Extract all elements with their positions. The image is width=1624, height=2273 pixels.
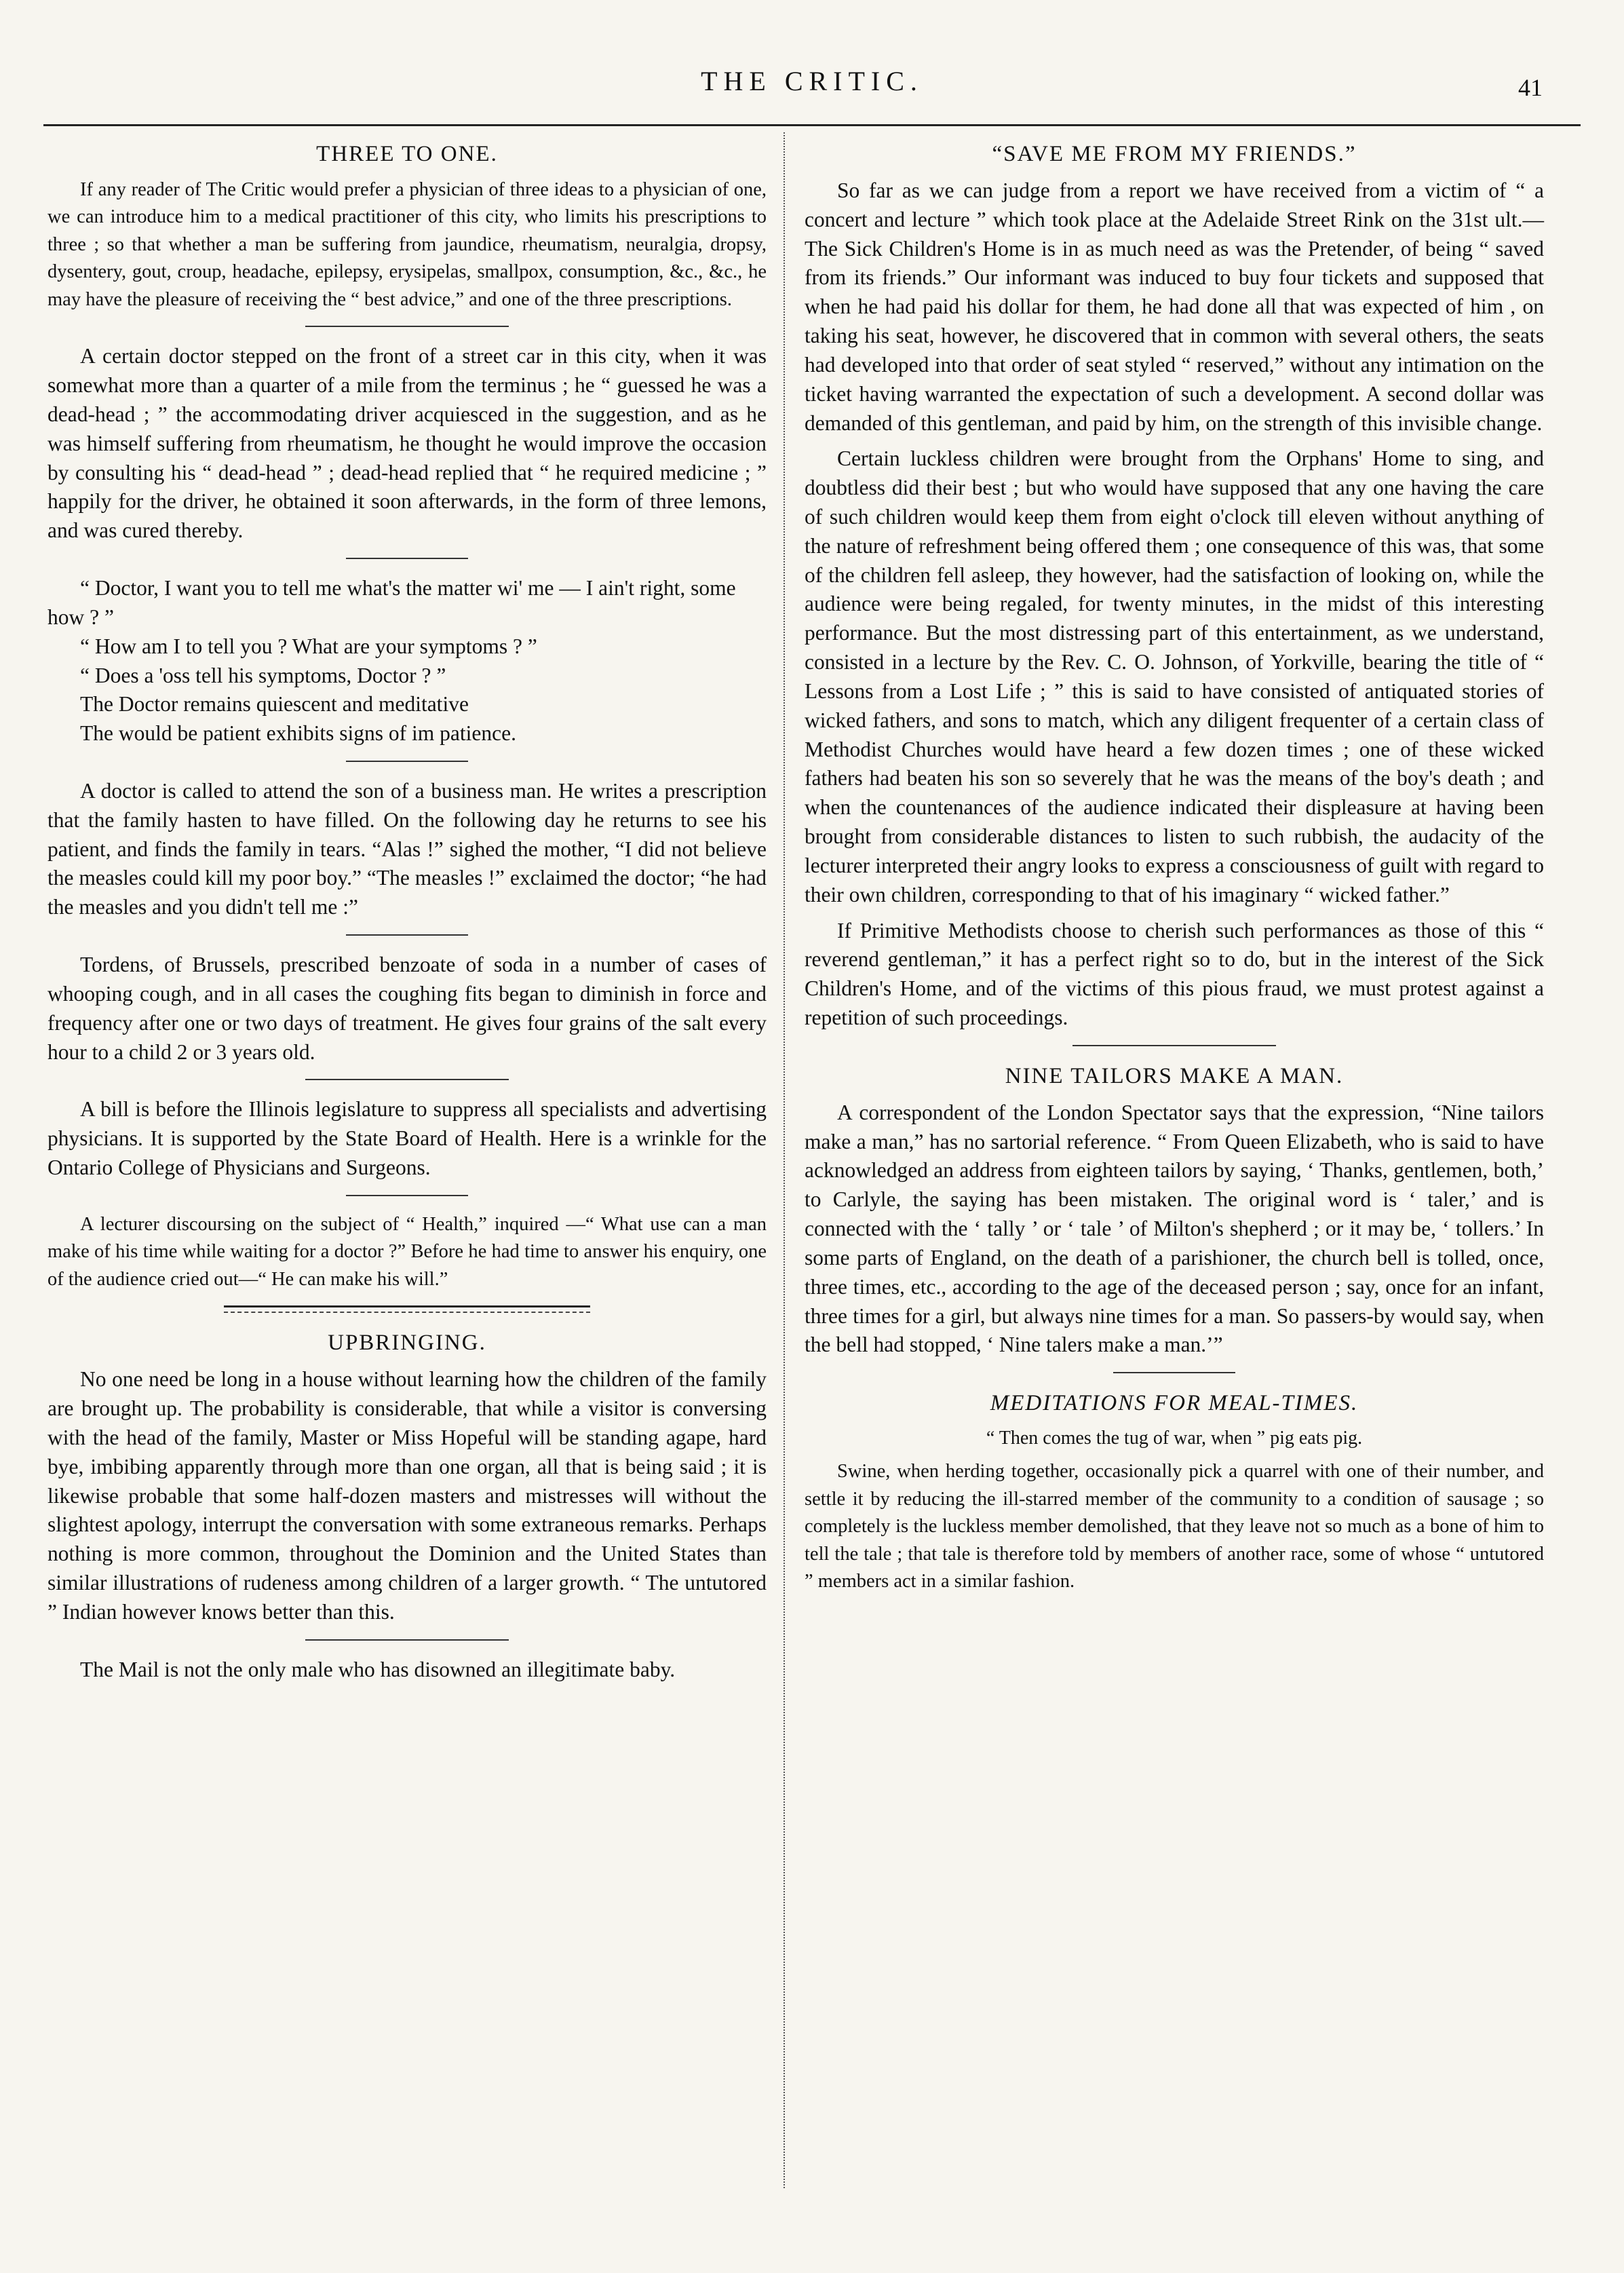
section-divider — [1113, 1372, 1235, 1373]
masthead: THE CRITIC. — [701, 66, 923, 96]
dialog-line: The would be patient exhibits signs of im patience. — [80, 721, 516, 746]
right-column — [805, 139, 1544, 1603]
article-title-nine-tailors: NINE TAILORS MAKE A MAN. — [1005, 1063, 1344, 1088]
dialog-line: “ Doctor, I want you to tell me what's the matter wi' me — I ain't right, some how ? ” — [47, 576, 736, 629]
dialog-line: “ Does a 'oss tell his symptoms, Doctor ? ” — [80, 663, 446, 687]
section-divider — [346, 558, 468, 559]
article-paragraph: Tordens, of Brussels, prescribed benzoate of soda in a number of cases of whooping cough, and in all cases the coughing fits began to diminish in force and frequency after one or two days of treatment. He gives four grains of the salt every hour to a child 2 or 3 years old. — [47, 953, 767, 1064]
section-divider — [305, 1079, 509, 1080]
article-paragraph: So far as we can judge from a report we have received from a victim of “ a concert and lecture ” which took place at the Adelaide Street Rink on the 31st ult.—The Sick Children's Home is in as much need as was the Pretender, of being “ saved from its friends.” Our informant was induced to buy four tickets and supposed that when he had paid his dollar for them, he had done all that was expected of him , on taking his seat, however, he discovered that in common with several others, the seats had developed into that order of seat styled “ reserved,” without any intimation on the ticket having warranted the expectation of such a development. A second dollar was demanded of this gentleman, and paid by him, on the strength of this invisible change. — [805, 178, 1544, 435]
epigraph: “ Then comes the tug of war, when ” pig eats pig. — [986, 1428, 1363, 1449]
dialog-line: The Doctor remains quiescent and meditative — [80, 692, 469, 717]
dialog-line: “ How am I to tell you ? What are your symptoms ? ” — [80, 634, 537, 658]
article-paragraph: Certain luckless children were brought from the Orphans' Home to sing, and doubtless did their best ; but who would have supposed that any one having the care of such children would keep them from eight o'clock till eleven without anything of the nature of refreshment being offered them ; one consequence of this was, that some of the children fell asleep, they however, had the satisfaction of looking on, while the audience were being regaled, for twenty minutes, in the midst of this interesting performance. But the most distressing part of this entertainment, as we understand, consisted in a lecture by the Rev. C. O. Johnson, of Yorkville, bearing the title of “ Lessons from a Lost Life ; ” this is said to have consisted of antiquated stories of wicked fathers, and sons to match, which any diligent frequenter of a certain class of Methodist Churches would have heard a few dozen times ; one of these wicked fathers had beaten his son so severely that he was the means of the boy's death ; and when the countenances of the audience indicated their displeasure at having been brought from considerable distances to listen to such rubbish, the audacity of the lecturer interpreted their angry looks to express a consciousness of guilt with regard to their own children, corresponding to that of his imaginary “ wicked father.” — [805, 446, 1544, 906]
left-column — [47, 139, 767, 1691]
article-paragraph: A lecturer discoursing on the subject of “ Health,” inquired —“ What use can a man make of his time while waiting for a doctor ?” Before he had time to answer his enquiry, one of the audience cried out—“ He can make his will.” — [47, 1213, 767, 1290]
section-divider — [224, 1305, 590, 1313]
section-divider — [305, 1639, 509, 1641]
article-paragraph: If any reader of The Critic would prefer a physician of three ideas to a physician of one, we can introduce him to a medical practitioner of this city, who limits his prescriptions to three ; so that whether a man be suffering from jaundice, rheumatism, neuralgia, dropsy, dysentery, gout, croup, headache, epilepsy, erysipelas, smallpox, consumption, &c., &c., he may have the pleasure of receiving the “ best advice,” and one of the three prescriptions. — [47, 178, 767, 310]
section-divider — [305, 326, 509, 327]
article-title-upbringing: UPBRINGING. — [328, 1331, 486, 1356]
article-title-three-to-one: THREE TO ONE. — [316, 142, 498, 166]
article-paragraph: The Mail is not the only male who has disowned an illegitimate baby. — [80, 1657, 676, 1681]
section-divider — [346, 934, 468, 936]
article-paragraph: If Primitive Methodists choose to cherish such performances as those of this “ reverend gentleman,” it has a perfect right so to do, but in the interest of the Sick Children's Home, and of the victims of this pious fraud, we must protest against a repetition of such proceedings. — [805, 918, 1544, 1030]
section-divider — [346, 761, 468, 762]
article-paragraph: Swine, when herding together, occasionally pick a quarrel with one of their number, and settle it by reducing the ill-starred member of the community to a condition of sausage ; so completely is the luckless member demolished, that they leave not so much as a bone of him to tell the tale ; that tale is therefore told by members of another race, some of whose “ untutored ” members act in a similar fashion. — [805, 1461, 1544, 1592]
article-paragraph: A certain doctor stepped on the front of a street car in this city, when it was somewhat more than a quarter of a mile from the terminus ; he “ guessed he was a dead-head ; ” the accommodating driver acquiesced in the suggestion, and as he was himself suffering from rheumatism, he thought he would improve the occasion by consulting his “ dead-head ” ; dead-head replied that “ he required medicine ; ” happily for the driver, he obtained it soon afterwards, in the form of three lemons, and was cured thereby. — [47, 344, 767, 543]
article-paragraph: No one need be long in a house without learning how the children of the family are brought up. The probability is considerable, that while a visitor is conversing with the head of the family, Master or Miss Hopeful will be standing agape, hard bye, imbibing apparently through more than one organ, all that is being said ; it is likewise probable that some half-dozen masters and mistresses will without the slightest apology, interrupt the conversation with some extraneous remarks. Perhaps nothing is more common, throughout the Dominion and the United States than similar illustrations of rudeness among children of a larger growth. “ The untutored ” Indian however knows better than this. — [47, 1367, 767, 1624]
header-rule — [43, 124, 1581, 126]
article-title-save-me: “SAVE ME FROM MY FRIENDS.” — [992, 142, 1357, 166]
section-divider — [1072, 1045, 1276, 1046]
article-paragraph: A correspondent of the London Spectator says that the expression, “Nine tailors make a man,” has no sartorial reference. “ From Queen Elizabeth, who is said to have acknowledged an address from eighteen tailors by saying, ‘ Thanks, gentlemen, both,’ to Carlyle, the saying has been mistaken. The original word is ‘ taler,’ and is connected with the ‘ tally ’ or ‘ tale ’ of Milton's shepherd ; or it may be, ‘ tollers.’ In some parts of England, on the death of a parishioner, the church bell is tolled, once, three times, etc., according to the age of the deceased person ; say, once for an infant, three times for a girl, but always nine times for a man. So passers-by would say, when the bell had stopped, ‘ Nine talers make a man.’” — [805, 1100, 1544, 1357]
column-divider — [784, 132, 785, 2188]
article-title-meditations: MEDITATIONS FOR MEAL-TIMES. — [990, 1391, 1359, 1416]
section-divider — [346, 1195, 468, 1196]
article-paragraph: A doctor is called to attend the son of a business man. He writes a prescription that the family hasten to have filled. On the following day he returns to see his patient, and finds the family in tears. “Alas !” sighed the mother, “I did not believe the measles could kill my poor boy.” “The measles !” exclaimed the doctor; “he had the measles and you didn't tell me :” — [47, 778, 767, 919]
page-number: 41 — [1518, 74, 1543, 101]
article-paragraph: A bill is before the Illinois legislature to suppress all specialists and advertising physicians. It is supported by the State Board of Health. Here is a wrinkle for the Ontario College of Physicians and Surgeons. — [47, 1097, 767, 1180]
